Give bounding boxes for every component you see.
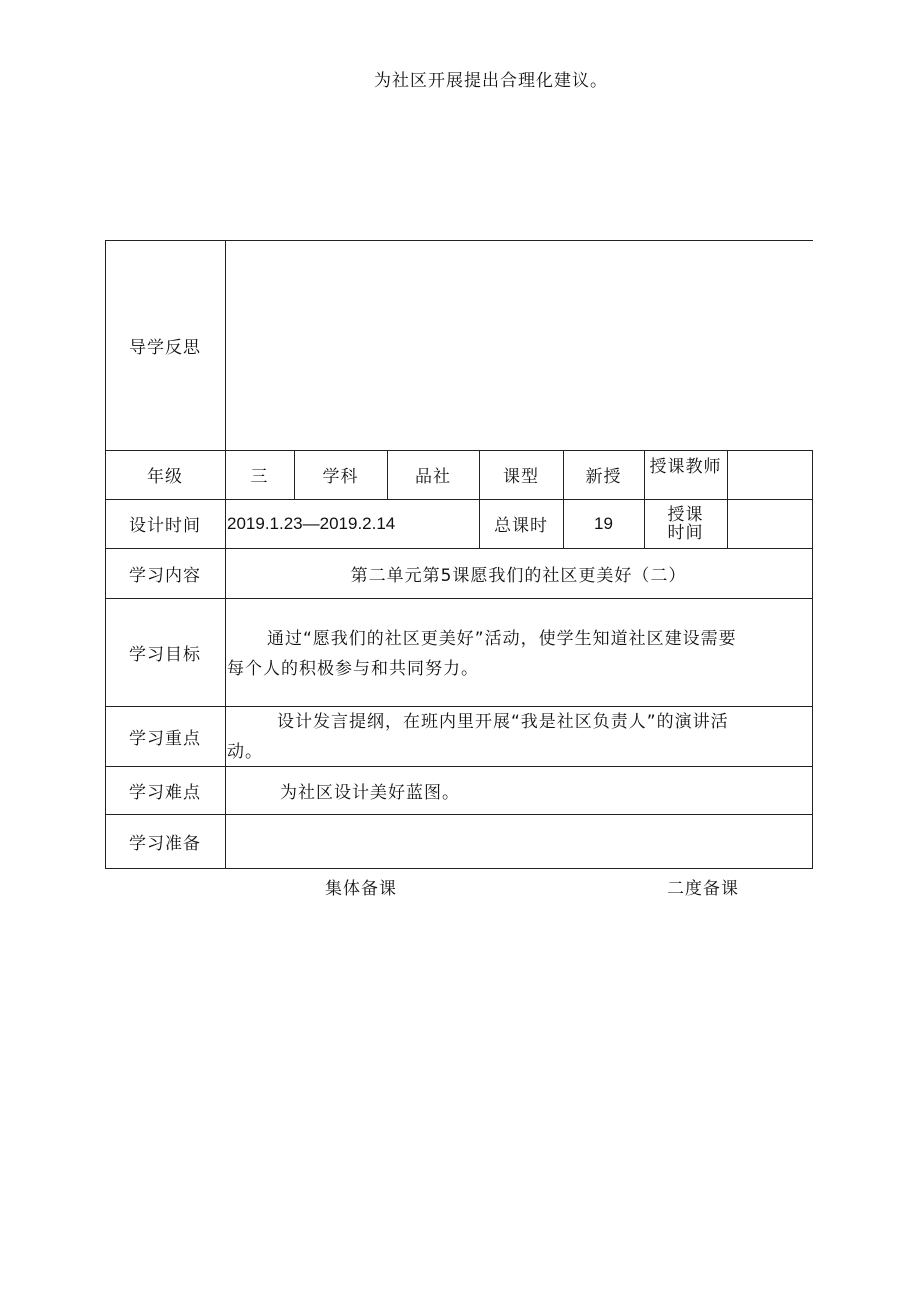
total-hours-label: 总课时	[494, 516, 548, 536]
table-border-bottom	[105, 868, 813, 869]
difficulty-value: 为社区设计美好蓝图。	[280, 782, 460, 803]
type-value: 新授	[585, 467, 622, 487]
goal-line-2: 每个人的积极参与和共同努力。	[227, 659, 479, 679]
key-point-text	[227, 707, 812, 767]
reflection-label: 导学反思	[129, 337, 201, 358]
difficulty-label: 学习难点	[129, 782, 201, 803]
subject-value: 品社	[415, 467, 451, 487]
key-point-line-1: 设计发言提纲，在班内里开展“我是社区负责人”的演讲活	[277, 712, 729, 732]
key-point-label: 学习重点	[129, 728, 201, 749]
goal-label: 学习目标	[129, 644, 201, 665]
total-hours-value: 19	[594, 513, 613, 533]
subject-label: 学科	[322, 467, 359, 487]
prep-label: 学习准备	[129, 833, 201, 854]
type-label: 课型	[503, 467, 539, 487]
table-border-right	[812, 450, 813, 868]
key-point-line-2: 动。	[227, 742, 263, 762]
group-lesson-prep-label: 集体备课	[325, 879, 397, 899]
class-time-label	[644, 499, 727, 548]
teacher-value	[727, 450, 812, 499]
goal-text	[227, 624, 812, 684]
goal-line-1: 通过“愿我们的社区更美好”活动，使学生知道社区建设需要	[267, 629, 737, 649]
teacher-label: 授课教师	[649, 456, 722, 477]
class-time-label-line1: 授课	[667, 504, 704, 525]
design-time-value: 2019.1.23—2019.2.14	[227, 513, 396, 533]
content-label: 学习内容	[129, 565, 201, 586]
grade-value: 三	[250, 467, 269, 487]
second-lesson-prep-label: 二度备课	[667, 879, 739, 899]
prep-value	[225, 814, 812, 868]
design-time-label: 设计时间	[129, 516, 201, 536]
grade-label: 年级	[147, 467, 183, 487]
class-time-value	[727, 499, 812, 548]
content-value: 第二单元第5课愿我们的社区更美好（二）	[350, 565, 687, 586]
top-text: 为社区开展提出合理化建议。	[374, 71, 608, 91]
class-time-label-line2: 时间	[667, 522, 704, 543]
